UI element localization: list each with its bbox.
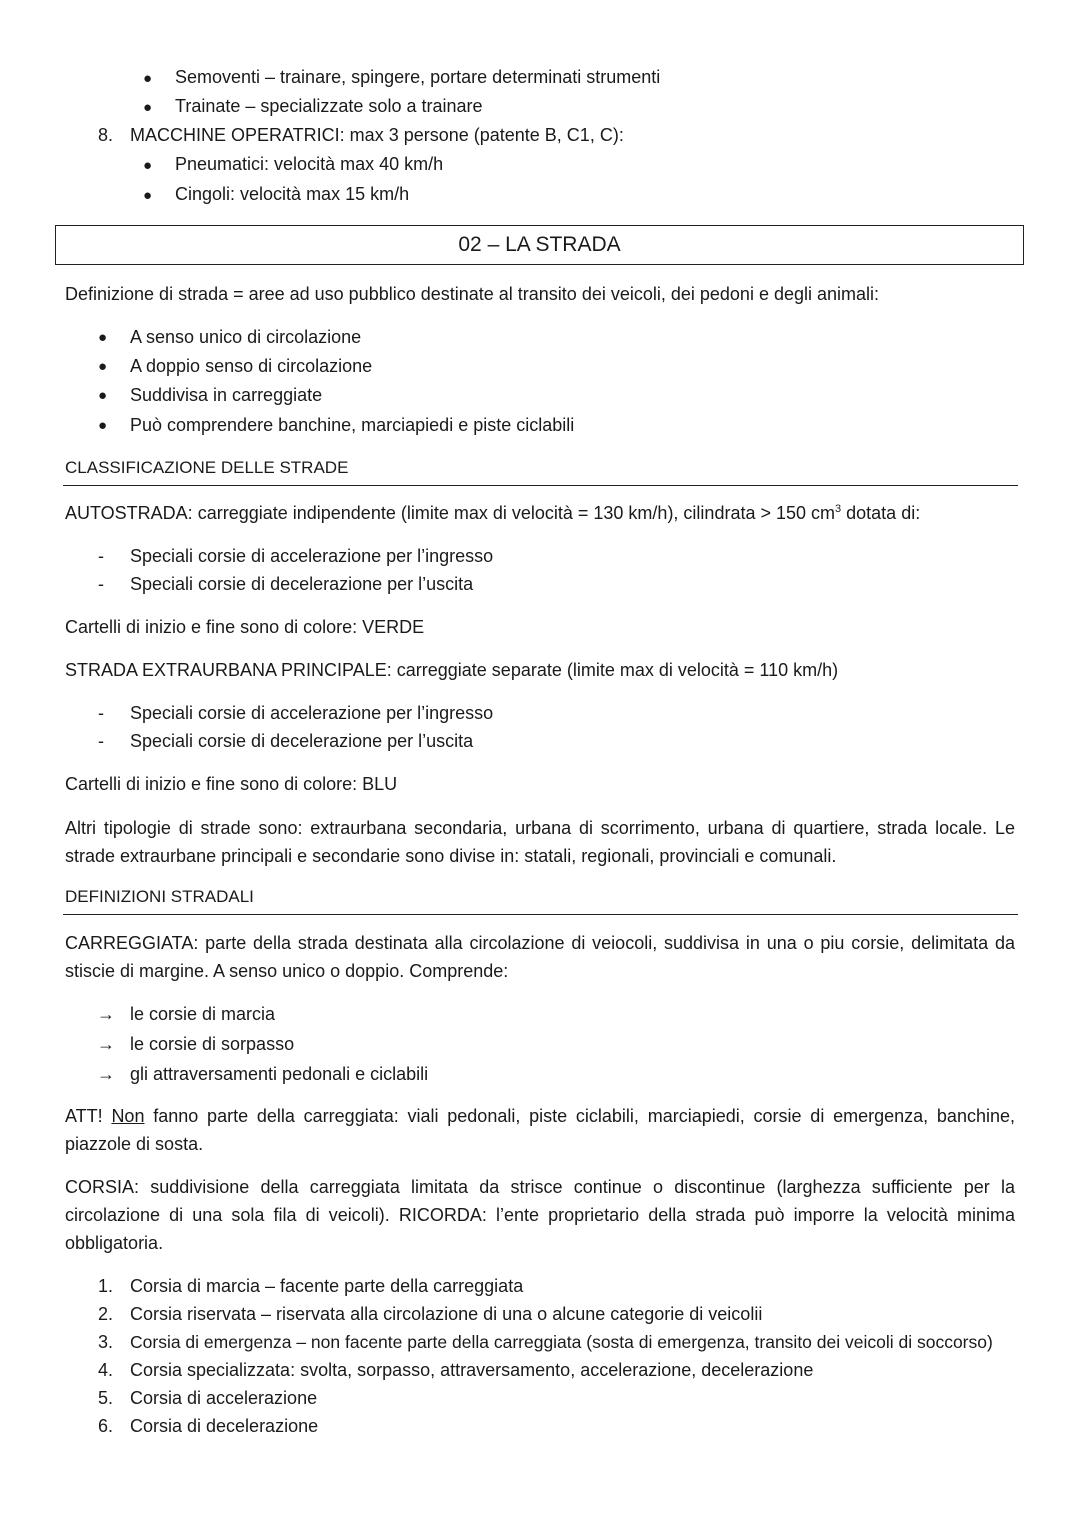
arrow-icon: → [97, 1064, 115, 1084]
definitions-heading: DEFINIZIONI STRADALI [65, 887, 254, 906]
list-item: Speciali corsie di decelerazione per l’uscita [130, 574, 474, 594]
list-item: gli attraversamenti pedonali e ciclabili [130, 1064, 429, 1084]
bullet-icon: ● [143, 99, 153, 116]
heading-rule [63, 914, 1018, 915]
heading-rule [63, 485, 1018, 486]
carreggiata-paragraph: CARREGGIATA: parte della strada destinata alla circolazione di veiocoli, suddivisa in una o piu corsie, delimitata da stiscie di margine. A senso unico o doppio. Comprende: [65, 933, 1015, 981]
extraurbana-text: STRADA EXTRAURBANA PRINCIPALE: carreggiate separate (limite max di velocità = 110 km/h) [65, 660, 839, 680]
list-item: Pneumatici: velocità max 40 km/h [175, 154, 444, 174]
list-item: Corsia specializzata: svolta, sorpasso, attraversamento, accelerazione, decelerazione [130, 1360, 814, 1380]
list-item: MACCHINE OPERATRICI: max 3 persone (patente B, C1, C): [130, 125, 624, 145]
list-number: 3. [97, 1332, 113, 1352]
bullet-icon: ● [143, 187, 153, 204]
list-item: Corsia di emergenza – non facente parte della carreggiata (sosta di emergenza, transito dei veicoli di soccorso) [130, 1332, 993, 1352]
autostrada-text: AUTOSTRADA: carreggiate indipendente (limite max di velocità = 130 km/h), cilindrata > 150 $cm^3$ dotata di: [65, 503, 921, 523]
list-number: 5. [97, 1388, 113, 1408]
dash-icon: - [98, 574, 104, 594]
bullet-icon: ● [98, 387, 108, 404]
bullet-icon: ● [98, 329, 108, 346]
list-item: A senso unico di circolazione [130, 327, 362, 347]
bullet-icon: ● [98, 417, 108, 434]
list-item: le corsie di sorpasso [130, 1034, 295, 1054]
list-item: Semoventi – trainare, spingere, portare determinati strumenti [175, 67, 661, 87]
bullet-icon: ● [143, 70, 153, 87]
list-number: 8. [97, 125, 113, 145]
bullet-icon: ● [98, 358, 108, 375]
list-number: 1. [97, 1276, 113, 1296]
list-number: 2. [97, 1304, 113, 1324]
corsia-paragraph: CORSIA: suddivisione della carreggiata limitata da strisce continue o discontinue (larghezza sufficiente per la circolazione di una sola fila di veicoli). RICORDA: l’ente proprietario della strada può imporre la velocità minima obbligatoria. [65, 1177, 1015, 1253]
list-number: 6. [97, 1416, 113, 1436]
list-item: Può comprendere banchine, marciapiedi e piste ciclabili [130, 415, 575, 435]
list-item: Suddivisa in carreggiate [130, 385, 323, 405]
list-item: Corsia di accelerazione [130, 1388, 318, 1408]
dash-icon: - [98, 703, 104, 723]
list-item: Trainate – specializzate solo a trainare [175, 96, 483, 116]
list-item: Speciali corsie di accelerazione per l’ingresso [130, 546, 494, 566]
classification-heading: CLASSIFICAZIONE DELLE STRADE [65, 458, 349, 477]
arrow-icon: → [97, 1034, 115, 1054]
list-item: Speciali corsie di decelerazione per l’uscita [130, 731, 474, 751]
list-item: Cingoli: velocità max 15 km/h [175, 184, 410, 204]
other-types-paragraph: Altri tipologie di strade sono: extraurbana secondaria, urbana di scorrimento, urbana di quartiere, strada locale. Le strade extraurbane principali e secondarie sono divise in: statali, regionali, provinciali e comunali. [65, 818, 1015, 866]
autostrada-signs: Cartelli di inizio e fine sono di colore: VERDE [65, 617, 425, 637]
bullet-icon: ● [143, 157, 153, 174]
list-item: Speciali corsie di accelerazione per l’ingresso [130, 703, 494, 723]
list-item: le corsie di marcia [130, 1004, 276, 1024]
definition-text: Definizione di strada = aree ad uso pubblico destinate al transito dei veicoli, dei pedoni e degli animali: [65, 284, 880, 304]
att-paragraph: ATT! Non fanno parte della carreggiata: viali pedonali, piste ciclabili, marciapiedi, corsie di emergenza, banchine, piazzole di sosta. [65, 1106, 1015, 1154]
list-number: 4. [97, 1360, 113, 1380]
arrow-icon: → [97, 1004, 115, 1024]
dash-icon: - [98, 731, 104, 751]
list-item: Corsia di marcia – facente parte della carreggiata [130, 1276, 524, 1296]
list-item: A doppio senso di circolazione [130, 356, 373, 376]
section-title: 02 – LA STRADA [55, 225, 1024, 265]
list-item: Corsia di decelerazione [130, 1416, 319, 1436]
extraurbana-signs: Cartelli di inizio e fine sono di colore: BLU [65, 774, 398, 794]
dash-icon: - [98, 546, 104, 566]
list-item: Corsia riservata – riservata alla circolazione di una o alcune categorie di veicolii [130, 1304, 763, 1324]
